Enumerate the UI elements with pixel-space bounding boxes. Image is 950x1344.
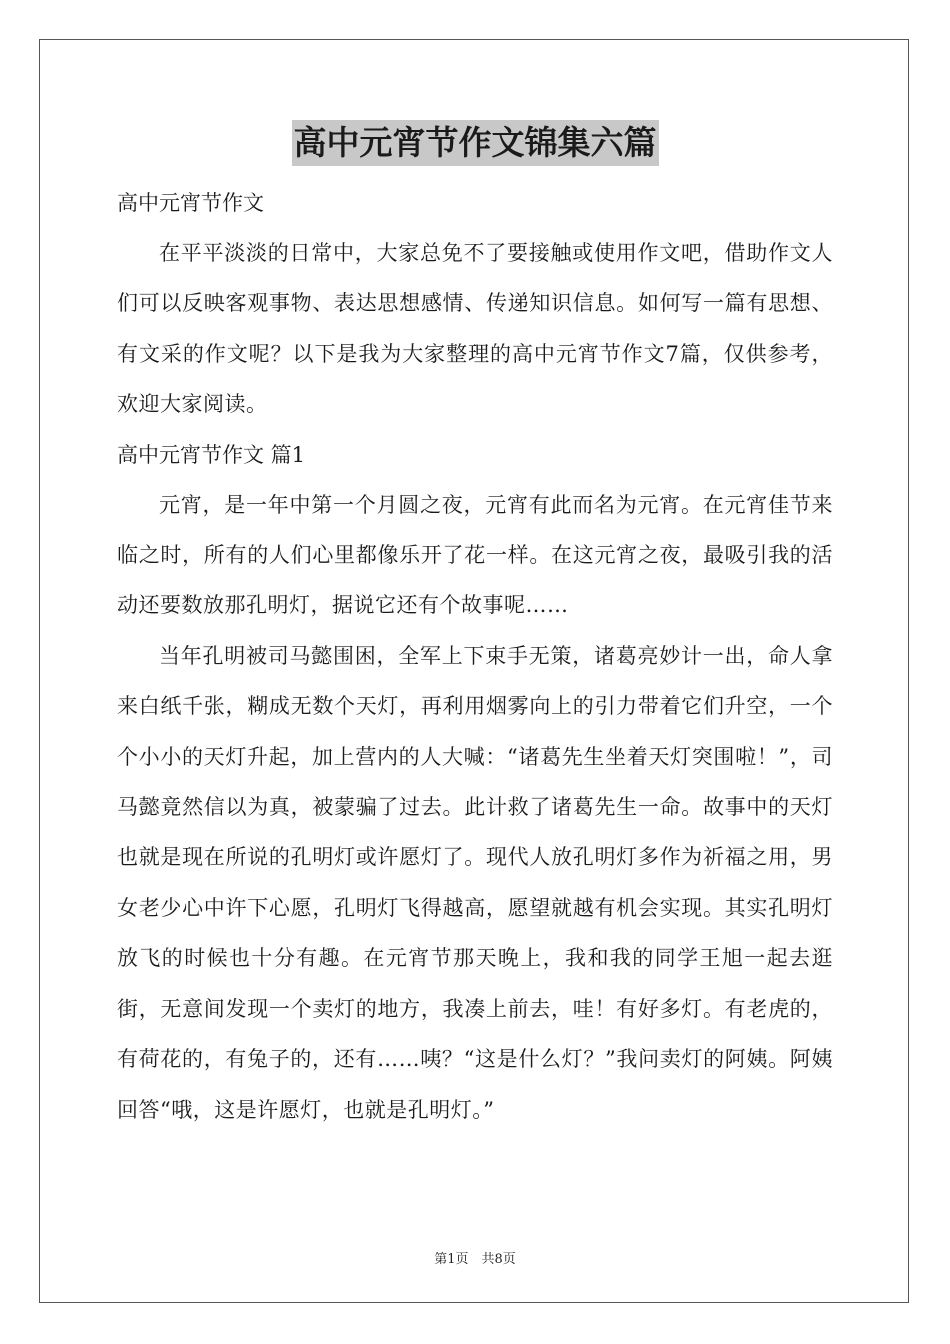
paragraph: 当年孔明被司马懿围困，全军上下束手无策，诸葛亮妙计一出，命人拿来白纸千张，糊成无数个天灯，再利用烟雾向上的引力带着它们升空，一个个小小的天灯升起，加上营内的人大喊：“诸葛先生坐着天灯突围啦！”，司马懿竟然信以为真，被蒙骗了过去。此计救了诸葛先生一命。故事中的天灯也就是现在所说的孔明灯或许愿灯了。现代人放孔明灯多作为祈福之用，男女老少心中许下心愿，孔明灯飞得越高，愿望就越有机会实现。其实孔明灯放飞的时候也十分有趣。在元宵节那天晚上，我和我的同学王旭一起去逛街，无意间发现一个卖灯的地方，我凑上前去，哇！有好多灯。有老虎的，有荷花的，有兔子的，还有……咦？“这是什么灯？”我问卖灯的阿姨。阿姨回答“哦，这是许愿灯，也就是孔明灯。” <box>117 643 833 1122</box>
page-footer: 第1页 共8页 <box>434 1252 516 1267</box>
title-wrap <box>117 120 833 166</box>
document-body <box>117 120 833 1135</box>
section-intro <box>117 178 833 430</box>
section-heading: 高中元宵节作文 篇1 <box>117 442 306 467</box>
section-essay-1 <box>117 430 833 1135</box>
section-heading: 高中元宵节作文 <box>117 191 264 215</box>
document-title: 高中元宵节作文锦集六篇 <box>292 120 659 166</box>
paragraph: 元宵，是一年中第一个月圆之夜，元宵有此而名为元宵。在元宵佳节来临之时，所有的人们心里都像乐开了花一样。在这元宵之夜，最吸引我的活动还要数放那孔明灯，据说它还有个故事呢…… <box>117 492 833 618</box>
paragraph: 在平平淡淡的日常中，大家总免不了要接触或使用作文吧，借助作文人们可以反映客观事物、表达思想感情、传递知识信息。如何写一篇有思想、有文采的作文呢？以下是我为大家整理的高中元宵节作文7篇，仅供参考，欢迎大家阅读。 <box>117 241 833 417</box>
